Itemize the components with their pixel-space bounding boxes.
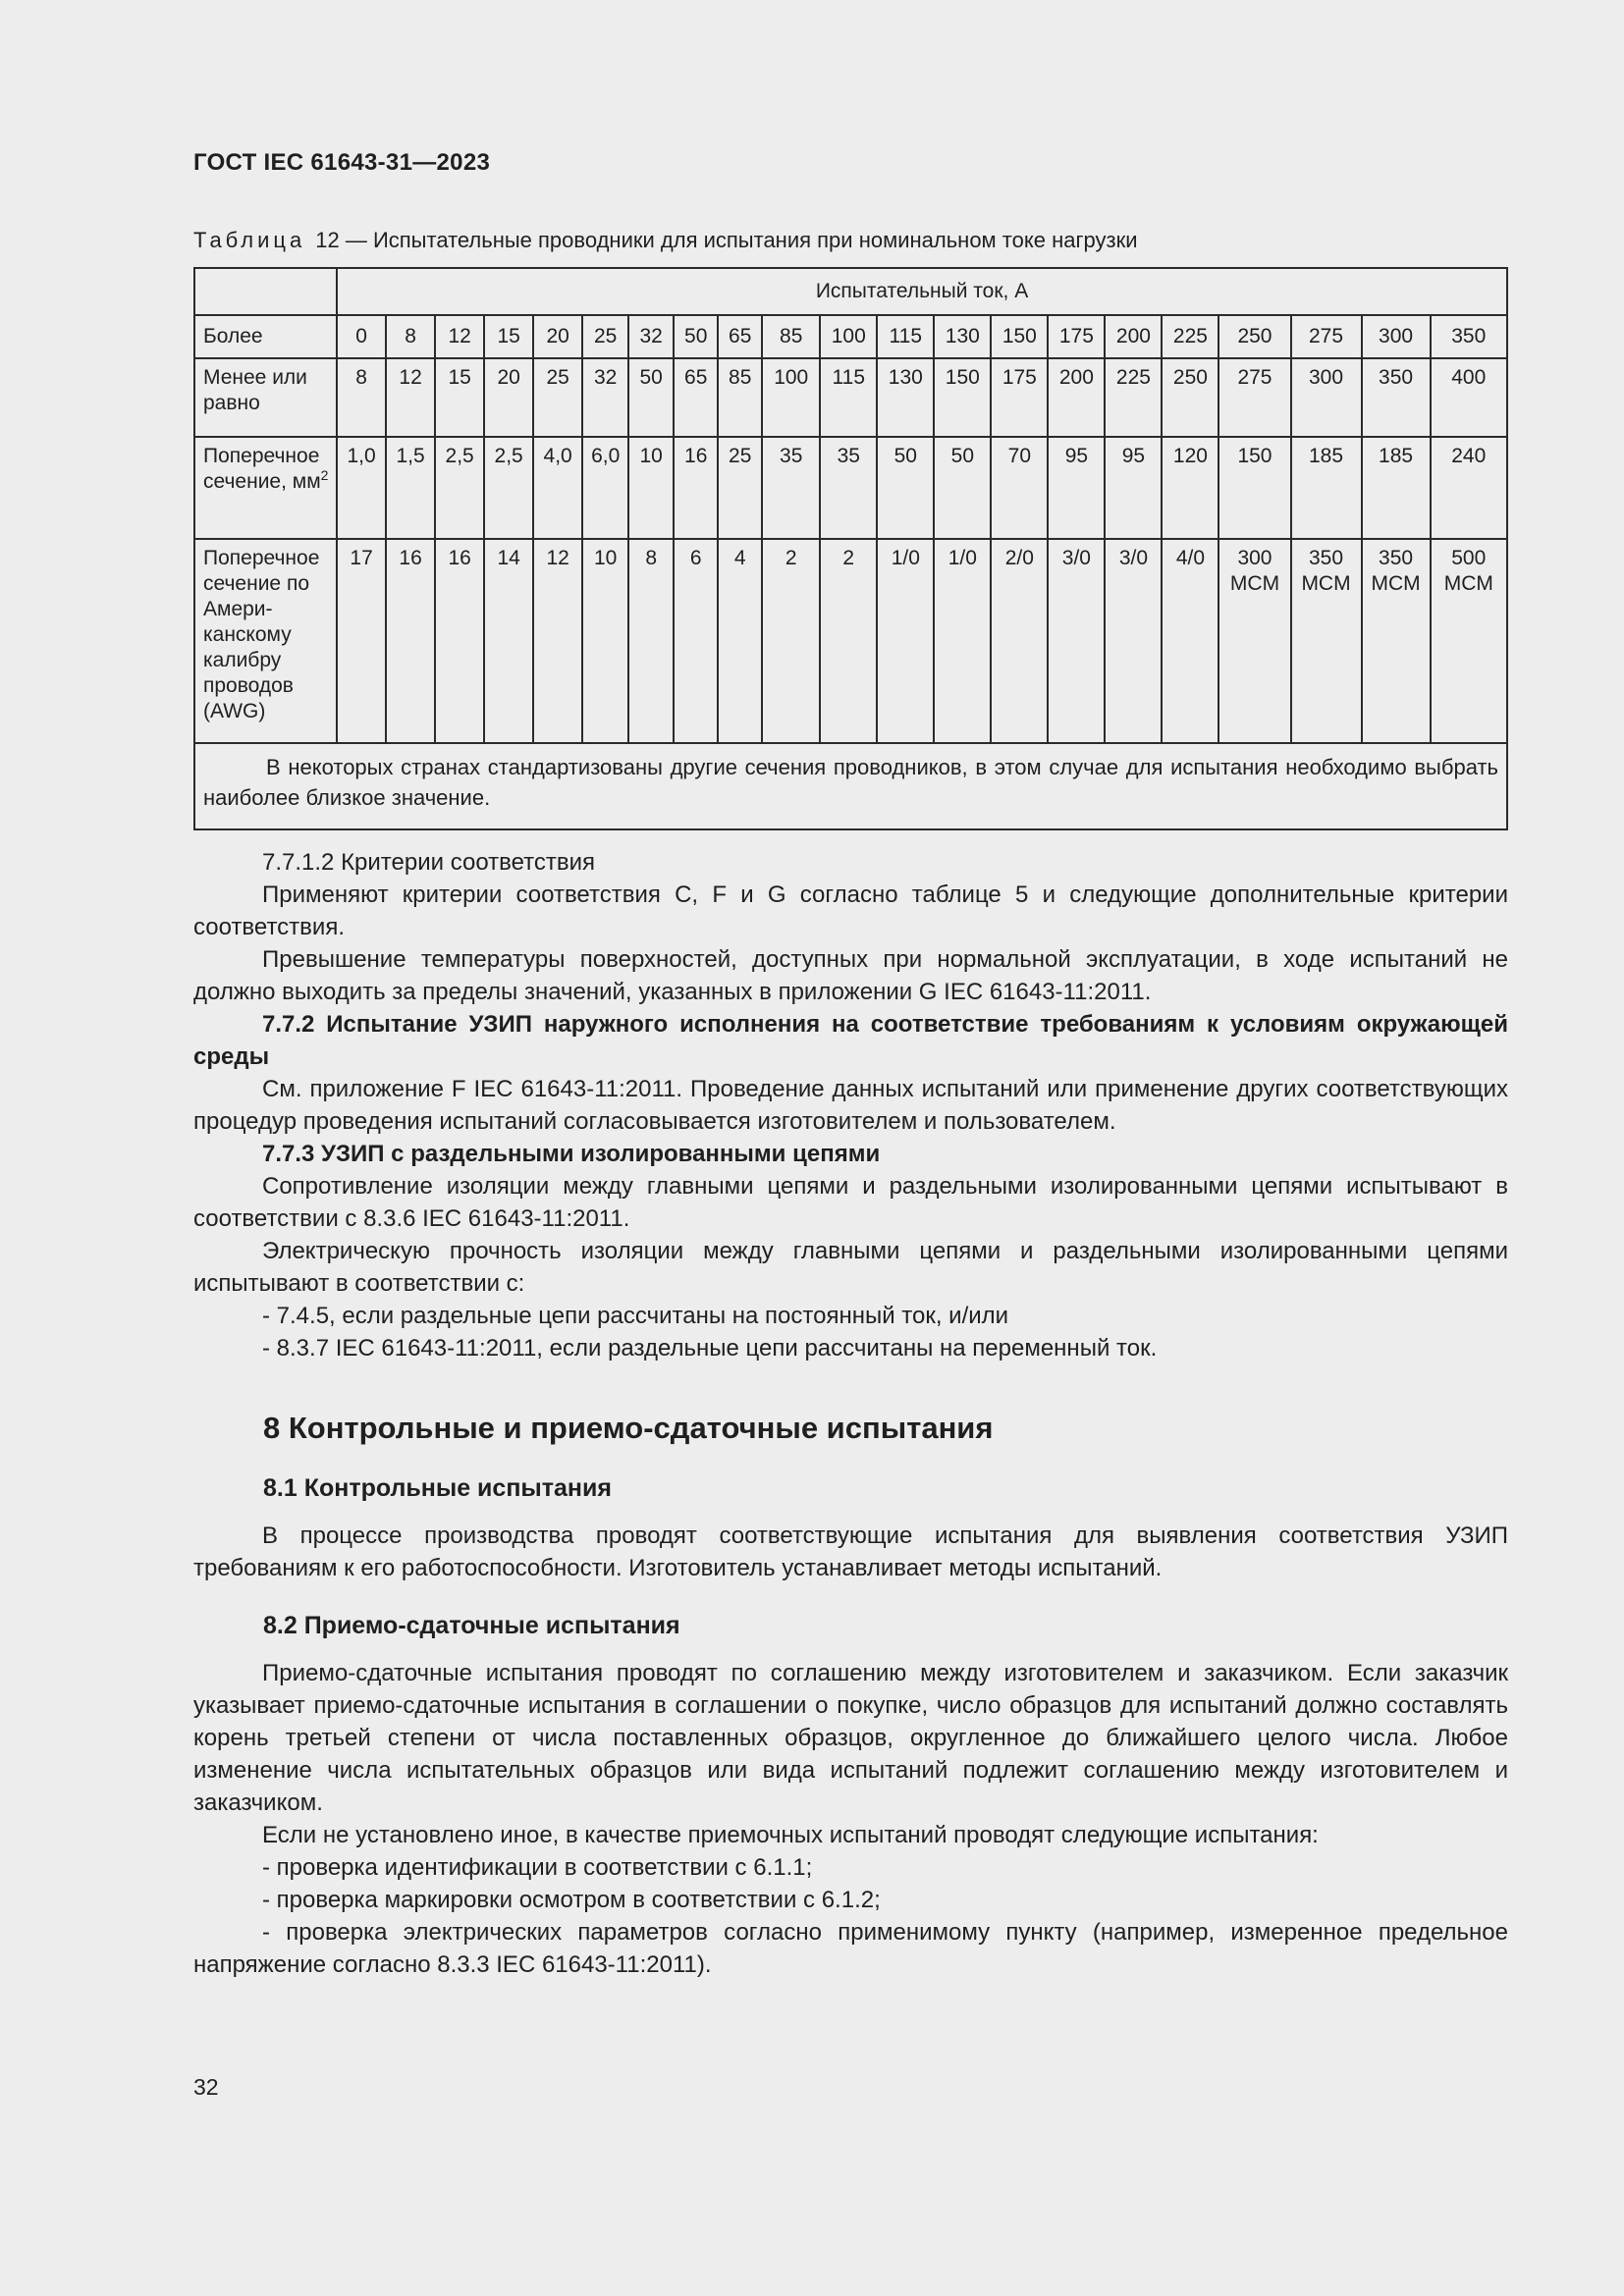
table-cell: 100 (762, 358, 820, 437)
table-row (194, 437, 1507, 539)
table-corner-cell (194, 268, 337, 315)
table-cell: 17 (337, 539, 386, 743)
paragraph: Если не установлено иное, в качестве приемочных испытаний проводят следующие испытания: (262, 1822, 1319, 1848)
table-cell: 350 (1362, 358, 1431, 437)
table-row (194, 539, 1507, 743)
section-7-block (193, 846, 1508, 1364)
list-item: - проверка идентификации в соответствии с 6.1.1; (262, 1854, 813, 1881)
table-cell: 70 (991, 437, 1048, 539)
table-cell: 120 (1162, 437, 1218, 539)
table-cell: 3/0 (1105, 539, 1162, 743)
table-cell: 25 (582, 315, 628, 358)
document-code-header: ГОСТ IEC 61643-31—2023 (193, 149, 491, 176)
table-cell: 50 (877, 437, 934, 539)
table-cell: 100 (820, 315, 877, 358)
table-cell: 350 MCM (1291, 539, 1362, 743)
table-cell: 12 (533, 539, 582, 743)
table-cell: 12 (386, 358, 435, 437)
table-cell: 6,0 (582, 437, 628, 539)
table-cell: 25 (718, 437, 762, 539)
table-cell: 4/0 (1162, 539, 1218, 743)
table-cell: 150 (934, 358, 991, 437)
table-cell: 16 (386, 539, 435, 743)
table-cell: 35 (820, 437, 877, 539)
table-cell: 4 (718, 539, 762, 743)
table-cell: 65 (718, 315, 762, 358)
table-cell: 3/0 (1048, 539, 1105, 743)
table-cell: 500 MCM (1431, 539, 1507, 743)
list-item: - проверка маркировки осмотром в соответствии с 6.1.2; (262, 1887, 881, 1913)
table-cell: 8 (337, 358, 386, 437)
table-cell: 275 (1218, 358, 1290, 437)
clause-7-7-2-title: 7.7.2 Испытание УЗИП наружного исполнения на соответствие требованиям к условиям окружающей среды (193, 1011, 1508, 1070)
table-cell: 2 (762, 539, 820, 743)
table-row (194, 358, 1507, 437)
table-cell: 6 (674, 539, 718, 743)
table-group-header: Испытательный ток, А (337, 268, 1507, 315)
table-row-label: Более (194, 315, 337, 358)
clause-7-7-3-title: 7.7.3 УЗИП с раздельными изолированными цепями (262, 1141, 881, 1167)
table-cell: 225 (1162, 315, 1218, 358)
table-cell: 15 (435, 358, 484, 437)
table-row-label: Менее или равно (194, 358, 337, 437)
table-cell: 32 (582, 358, 628, 437)
table-note-text: В некоторых странах стандартизованы другие сечения проводников, в этом случае для испытания необходимо выбрать наиболее близкое значение. (203, 755, 1498, 810)
paragraph: Сопротивление изоляции между главными цепями и раздельными изолированными цепями испытывают в соответствии с 8.3.6 IEC 61643-11:2011. (193, 1173, 1508, 1232)
table-cell: 185 (1291, 437, 1362, 539)
table-cell: 300 (1291, 358, 1362, 437)
table-cell: 10 (582, 539, 628, 743)
table-cell: 115 (820, 358, 877, 437)
table-cell: 85 (762, 315, 820, 358)
table-cell: 225 (1105, 358, 1162, 437)
table-cell: 16 (674, 437, 718, 539)
table-cell: 50 (628, 358, 674, 437)
table-cell: 400 (1431, 358, 1507, 437)
table-cell: 20 (533, 315, 582, 358)
table-cell: 130 (877, 358, 934, 437)
section-8-title: 8 Контрольные и приемо-сдаточные испытания (263, 1411, 994, 1445)
table-cell: 15 (484, 315, 533, 358)
table-cell: 150 (1218, 437, 1290, 539)
section-8-1-title: 8.1 Контрольные испытания (263, 1474, 612, 1502)
paragraph: Приемо-сдаточные испытания проводят по соглашению между изготовителем и заказчиком. Если заказчик указывает приемо-сдаточные испытания в соглашении о покупке, число образцов для испытаний должно составлять корень третьей степени от числа поставленных образцов, округленное до ближайшего целого числа. Любое изменение числа испытательных образцов или вида испытаний подлежит соглашению между изготовителем и заказчиком. (193, 1660, 1508, 1816)
table-cell: 95 (1105, 437, 1162, 539)
paragraph: Превышение температуры поверхностей, доступных при нормальной эксплуатации, в ходе испытаний не должно выходить за пределы значений, указанных в приложении G IEC 61643-11:2011. (193, 946, 1508, 1005)
table-cell: 12 (435, 315, 484, 358)
table-cell: 150 (991, 315, 1048, 358)
table-row (194, 315, 1507, 358)
table-cell: 35 (762, 437, 820, 539)
table-note-row (194, 743, 1507, 829)
table-cell: 16 (435, 539, 484, 743)
table-row-label: Поперечное сечение по Амери-канскому калибру проводов (AWG) (194, 539, 337, 743)
table-cell: 1,0 (337, 437, 386, 539)
table-cell: 50 (674, 315, 718, 358)
table-cell: 200 (1048, 358, 1105, 437)
table-cell: 65 (674, 358, 718, 437)
paragraph: Электрическую прочность изоляции между главными цепями и раздельными изолированными цепями испытывают в соответствии с: (193, 1238, 1508, 1297)
row-label-superscript: 2 (320, 467, 329, 483)
table-row-label (194, 437, 337, 539)
section-8-2-block (193, 1657, 1508, 1981)
table-cell: 350 MCM (1362, 539, 1431, 743)
list-item: - 7.4.5, если раздельные цепи рассчитаны на постоянный ток, и/или (262, 1303, 1009, 1329)
table-cell: 14 (484, 539, 533, 743)
table-caption (193, 228, 1137, 253)
table-cell: 115 (877, 315, 934, 358)
paragraph: В процессе производства проводят соответствующие испытания для выявления соответствия УЗИП требованиям к его работоспособности. Изготовитель устанавливает методы испытаний. (193, 1522, 1508, 1581)
table-cell: 8 (628, 539, 674, 743)
page-number: 32 (193, 2074, 219, 2100)
table-cell: 1/0 (877, 539, 934, 743)
table-cell: 95 (1048, 437, 1105, 539)
table-cell: 50 (934, 437, 991, 539)
table-cell: 130 (934, 315, 991, 358)
table-cell: 350 (1431, 315, 1507, 358)
table-cell: 250 (1218, 315, 1290, 358)
table-cell: 300 (1362, 315, 1431, 358)
table-header-row (194, 268, 1507, 315)
table-cell: 185 (1362, 437, 1431, 539)
table-cell: 2,5 (435, 437, 484, 539)
row-label-text: Поперечное сечение, мм (203, 445, 321, 493)
table-cell: 2 (820, 539, 877, 743)
table-note (194, 743, 1507, 829)
table-cell: 200 (1105, 315, 1162, 358)
list-item: - 8.3.7 IEC 61643-11:2011, если раздельные цепи рассчитаны на переменный ток. (262, 1335, 1158, 1362)
table-cell: 0 (337, 315, 386, 358)
table-cell: 85 (718, 358, 762, 437)
section-8-2-title: 8.2 Приемо-сдаточные испытания (263, 1612, 680, 1639)
clause-7-7-1-2-title: 7.7.1.2 Критерии соответствия (262, 849, 596, 876)
table-cell: 175 (991, 358, 1048, 437)
table-cell: 25 (533, 358, 582, 437)
table-cell: 250 (1162, 358, 1218, 437)
table-cell: 1/0 (934, 539, 991, 743)
table-cell: 300 MCM (1218, 539, 1290, 743)
paragraph: Применяют критерии соответствия C, F и G согласно таблице 5 и следующие дополнительные критерии соответствия. (193, 881, 1508, 940)
table-cell: 1,5 (386, 437, 435, 539)
table-cell: 175 (1048, 315, 1105, 358)
test-conductors-table (193, 267, 1508, 830)
table-cell: 2/0 (991, 539, 1048, 743)
table-cell: 275 (1291, 315, 1362, 358)
list-item: - проверка электрических параметров согласно применимому пункту (например, измеренное предельное напряжение согласно 8.3.3 IEC 61643-11:2011). (193, 1919, 1508, 1978)
table-cell: 32 (628, 315, 674, 358)
table-caption-word: Таблица (193, 228, 306, 252)
table-cell: 2,5 (484, 437, 533, 539)
table-cell: 240 (1431, 437, 1507, 539)
table-cell: 20 (484, 358, 533, 437)
table-cell: 8 (386, 315, 435, 358)
table-cell: 10 (628, 437, 674, 539)
table-caption-text: 12 — Испытательные проводники для испытания при номинальном токе нагрузки (315, 228, 1138, 252)
table-cell: 4,0 (533, 437, 582, 539)
section-8-1-block (193, 1520, 1508, 1584)
paragraph: См. приложение F IEC 61643-11:2011. Проведение данных испытаний или применение других соответствующих процедур проведения испытаний согласовывается изготовителем и пользователем. (193, 1076, 1508, 1135)
